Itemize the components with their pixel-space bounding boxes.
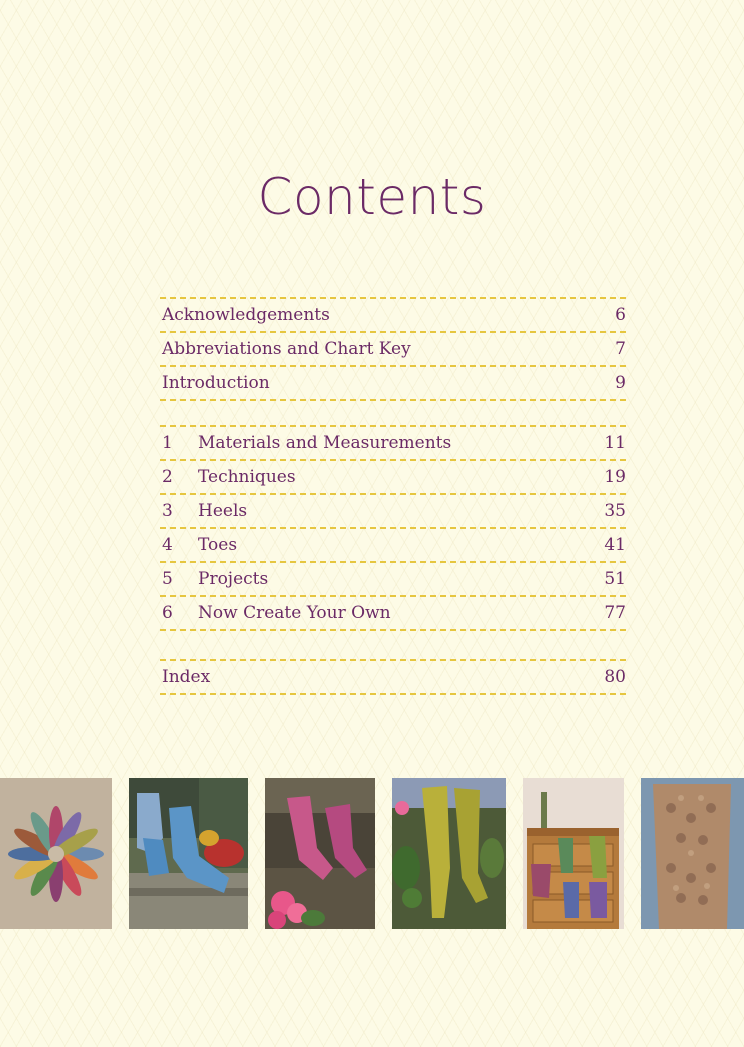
chapter-label: Techniques — [198, 467, 296, 487]
chapter-label: Materials and Measurements — [198, 433, 452, 453]
toc-entry[interactable] — [160, 367, 626, 401]
toc-chapter-entry[interactable] — [160, 563, 626, 597]
chapter-number: 6 — [162, 603, 173, 623]
toc-entry[interactable] — [160, 299, 626, 333]
chapter-page: 77 — [604, 603, 626, 623]
toc-back-matter — [160, 659, 626, 695]
toc-entry-label: Introduction — [162, 373, 270, 393]
chapter-number: 1 — [162, 433, 173, 453]
toc-entry-page: 9 — [615, 373, 626, 393]
chapter-number: 3 — [162, 501, 173, 521]
toc-chapter-entry[interactable] — [160, 495, 626, 529]
toc-entry[interactable] — [160, 333, 626, 367]
toc-entry-label: Acknowledgements — [162, 305, 330, 325]
chapter-label: Toes — [198, 535, 238, 555]
page-title: Contents — [257, 168, 487, 226]
chapter-number: 4 — [162, 535, 173, 555]
lace-sock-detail-photo — [641, 778, 744, 929]
chapter-page: 41 — [604, 535, 626, 555]
toc-chapter-entry[interactable] — [160, 427, 626, 461]
pink-socks-flowers-photo — [265, 778, 375, 929]
toc-chapter-entry[interactable] — [160, 529, 626, 563]
chapter-page: 51 — [604, 569, 626, 589]
blue-socks-bench-photo — [129, 778, 248, 929]
toc-chapter-entry[interactable] — [160, 597, 626, 631]
toc-entry-page: 6 — [615, 305, 626, 325]
chapter-number: 5 — [162, 569, 173, 589]
toc-entry-label: Abbreviations and Chart Key — [162, 339, 411, 359]
chapter-label: Heels — [198, 501, 248, 521]
toc-entry[interactable] — [160, 661, 626, 695]
chapter-page: 35 — [604, 501, 626, 521]
toc-chapters — [160, 425, 626, 631]
socks-on-dresser-photo — [523, 778, 624, 929]
chapter-page: 19 — [604, 467, 626, 487]
toc-front-matter — [160, 297, 626, 401]
photo-strip — [0, 778, 744, 929]
toc-chapter-entry[interactable] — [160, 461, 626, 495]
green-socks-garden-photo — [392, 778, 506, 929]
chapter-label: Projects — [198, 569, 269, 589]
rainbow-socks-circle-photo — [0, 778, 112, 929]
chapter-label: Now Create Your Own — [198, 603, 391, 623]
chapter-number: 2 — [162, 467, 173, 487]
chapter-page: 11 — [604, 433, 626, 453]
toc-entry-page: 80 — [604, 667, 626, 687]
toc-entry-page: 7 — [615, 339, 626, 359]
toc-entry-label: Index — [162, 667, 211, 687]
